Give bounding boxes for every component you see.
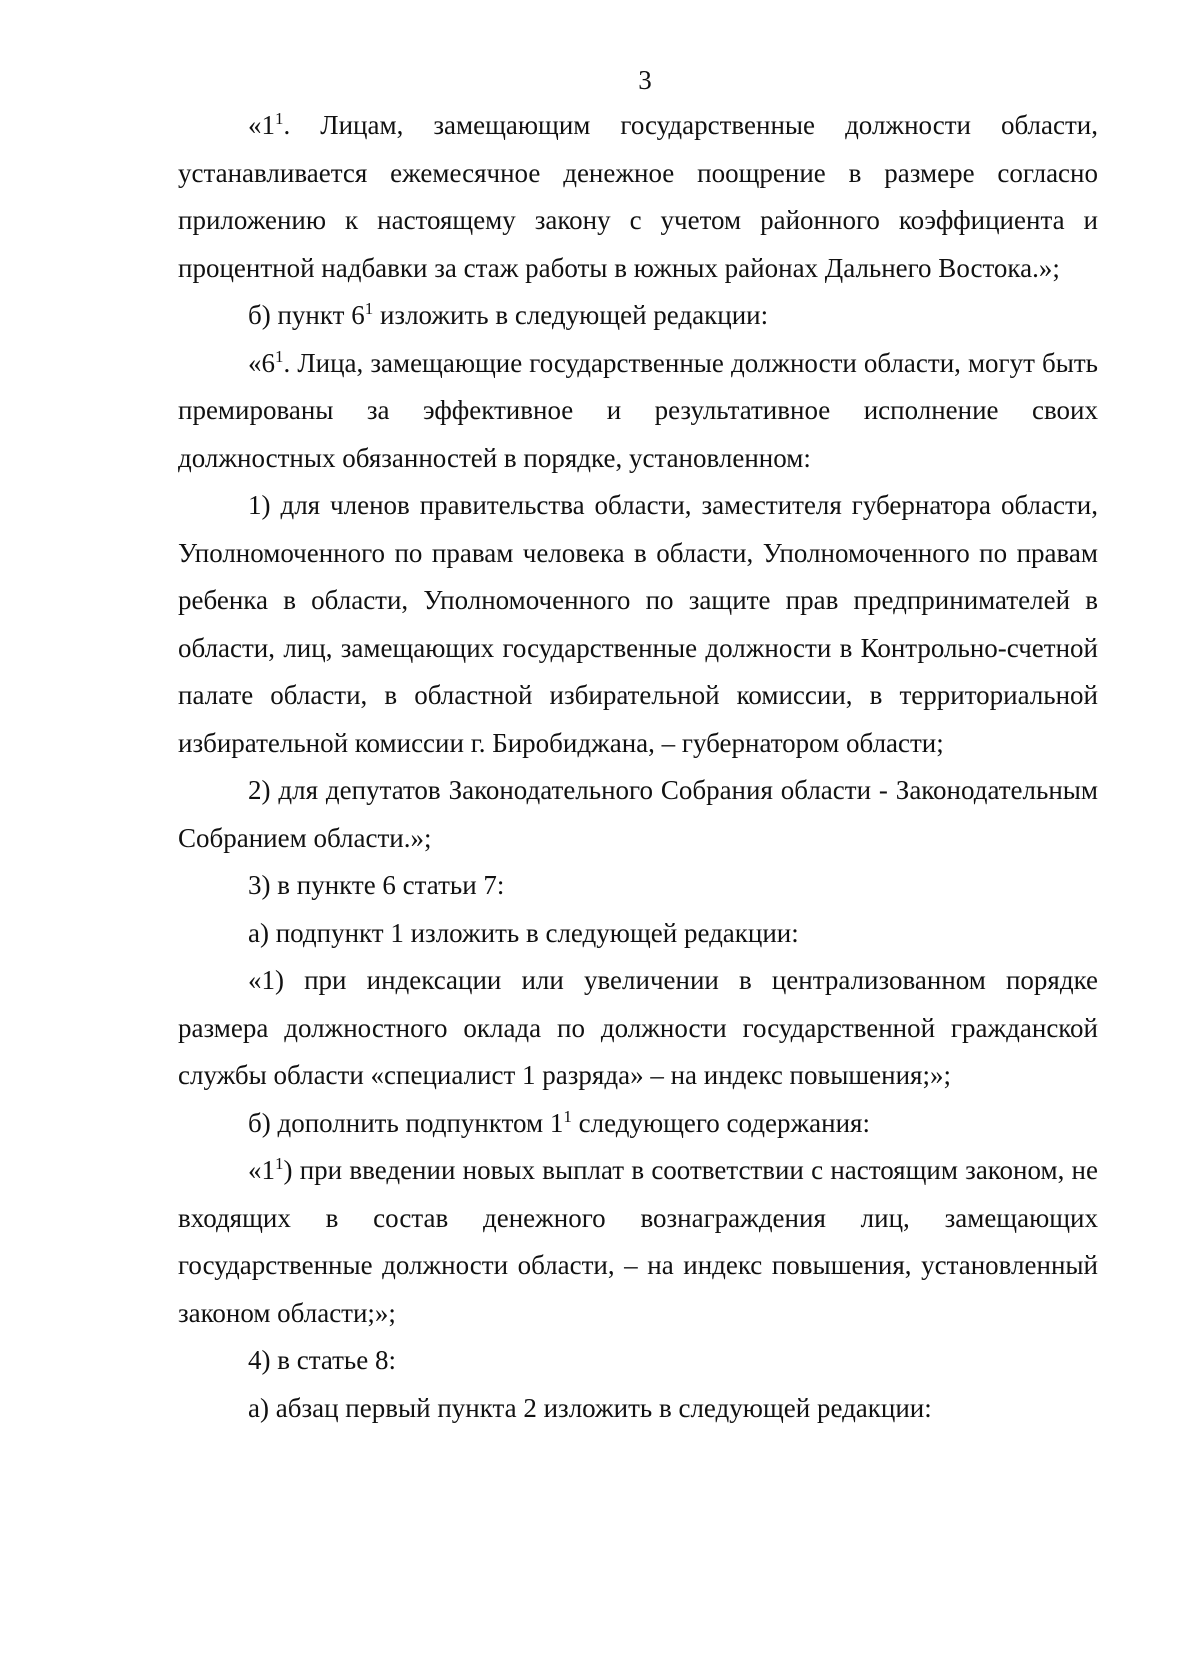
paragraph-new-payments: «$1^1$) при введении новых выплат в соответствии с настоящим законом, не входящих в состав денежного вознаграждения лиц, замещающих государственные должности области, – на индекс повышения, установленный законом области;»;	[178, 1154, 1098, 1328]
paragraph-item-3: 3) в пункте 6 статьи 7:	[248, 870, 505, 900]
paragraph-6-1-premium: «$6^1$. Лица, замещающие государственные должности области, могут быть премированы за эффективное и результативное исполнение своих должностных обязанностей в порядке, установленном:	[178, 346, 1098, 473]
paragraph-item-4-a: а) абзац первый пункта 2 изложить в следующей редакции:	[248, 1392, 932, 1423]
paragraph-indexation: «1) при индексации или увеличении в централизованном порядке размера должностного оклада по должности государственной гражданской службы области «специалист 1 разряда» – на индекс повышения;»;	[178, 965, 1098, 1090]
paragraph-subitem-2: 2) для депутатов Законодательного Собрания области - Законодательным Собранием области.»;	[178, 775, 1098, 853]
paragraph-1-1-bonus: «$1^1$. Лицам, замещающим государственные должности области, устанавливается ежемесячное денежное поощрение в размере согласно приложению к настоящему закону с учетом районного коэффициента и процентной надбавки за стаж работы в южных районах Дальнего Востока.»;	[178, 109, 1098, 283]
paragraph-item-b-6-1: б) пункт $6^1$ изложить в следующей редакции:	[248, 299, 769, 330]
paragraph-item-3-a: а) подпункт 1 изложить в следующей редакции:	[248, 917, 799, 948]
document-page	[178, 58, 1098, 1432]
paragraph-item-3-b: б) дополнить подпунктом $1^1$ следующего содержания:	[248, 1106, 870, 1138]
paragraph-item-4: 4) в статье 8:	[248, 1345, 396, 1375]
paragraph-subitem-1: 1) для членов правительства области, заместителя губернатора области, Уполномоченного по правам человека в области, Уполномоченного по правам ребенка в области, Уполномоченного по защите прав предпринимателей в области, лиц, замещающих государственные должности в Контрольно-счетной палате области, в областной избирательной комиссии, в территориальной избирательной комиссии г. Биробиджана, – губернатором области;	[178, 490, 1098, 758]
page-number: 3	[638, 65, 652, 95]
